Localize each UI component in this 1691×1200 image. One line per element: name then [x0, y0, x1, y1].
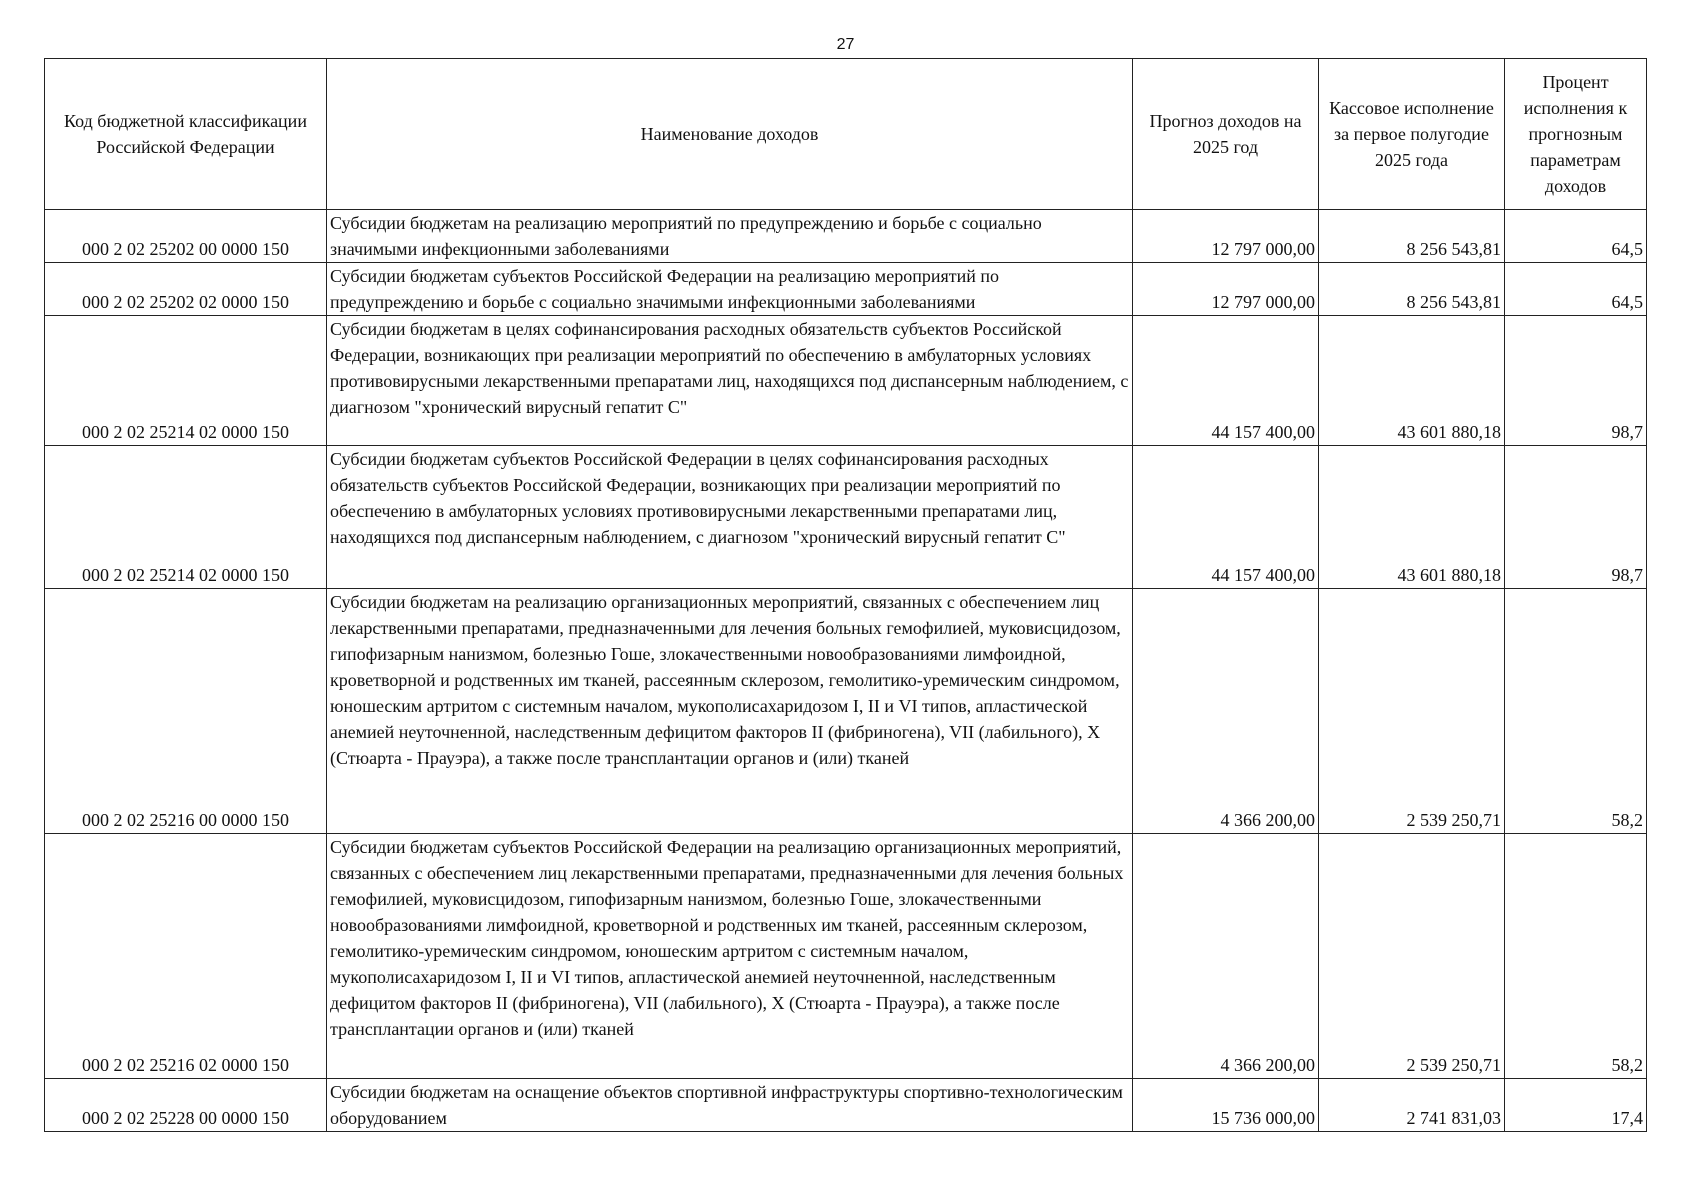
row-percent: 98,7 [1505, 446, 1647, 589]
row-code: 000 2 02 25214 02 0000 150 [45, 446, 327, 589]
table-row [45, 1079, 1647, 1132]
row-forecast: 4 366 200,00 [1133, 834, 1319, 1079]
table-header-row [45, 59, 1647, 210]
row-cash: 43 601 880,18 [1319, 316, 1505, 446]
row-forecast: 4 366 200,00 [1133, 589, 1319, 834]
row-code: 000 2 02 25216 00 0000 150 [45, 589, 327, 834]
row-percent: 17,4 [1505, 1079, 1647, 1132]
row-name: Субсидии бюджетам субъектов Российской Федерации на реализацию мероприятий по предупреждению и борьбе с социально значимыми инфекционными заболеваниями [327, 263, 1133, 316]
row-name: Субсидии бюджетам субъектов Российской Федерации в целях софинансирования расходных обязательств субъектов Российской Федерации, возникающих при реализации мероприятий по обеспечению в амбулаторных условиях противовирусными лекарственными препаратами лиц, находящихся под диспансерным наблюдением, с диагнозом "хронический вирусный гепатит С" [327, 446, 1133, 589]
header-forecast: Прогноз доходов на 2025 год [1133, 59, 1319, 210]
row-percent: 64,5 [1505, 210, 1647, 263]
header-name: Наименование доходов [327, 59, 1133, 210]
row-forecast: 44 157 400,00 [1133, 316, 1319, 446]
row-name: Субсидии бюджетам субъектов Российской Федерации на реализацию организационных мероприятий, связанных с обеспечением лиц лекарственными препаратами, предназначенными для лечения больных гемофилией, муковисцидозом, гипофизарным нанизмом, болезнью Гоше, злокачественными новообразованиями лимфоидной, кроветворной и родственных им тканей, рассеянным склерозом, гемолитико-уремическим синдромом, юношеским артритом с системным началом, мукополисахаридозом I, II и VI типов, апластической анемией неуточненной, наследственным дефицитом факторов II (фибриногена), VII (лабильного), X (Стюарта - Прауэра), а также после трансплантации органов и (или) тканей [327, 834, 1133, 1079]
row-code: 000 2 02 25228 00 0000 150 [45, 1079, 327, 1132]
header-percent: Процент исполнения к прогнозным параметрам доходов [1505, 59, 1647, 210]
row-code: 000 2 02 25202 00 0000 150 [45, 210, 327, 263]
row-cash: 43 601 880,18 [1319, 446, 1505, 589]
row-cash: 2 539 250,71 [1319, 834, 1505, 1079]
row-name: Субсидии бюджетам в целях софинансирования расходных обязательств субъектов Российской Федерации, возникающих при реализации мероприятий по обеспечению в амбулаторных условиях противовирусными лекарственными препаратами лиц, находящихся под диспансерным наблюдением, с диагнозом "хронический вирусный гепатит С" [327, 316, 1133, 446]
table-row [45, 263, 1647, 316]
row-code: 000 2 02 25202 02 0000 150 [45, 263, 327, 316]
row-name: Субсидии бюджетам на оснащение объектов спортивной инфраструктуры спортивно-технологическим оборудованием [327, 1079, 1133, 1132]
table-row [45, 446, 1647, 589]
row-name: Субсидии бюджетам на реализацию организационных мероприятий, связанных с обеспечением лиц лекарственными препаратами, предназначенными для лечения больных гемофилией, муковисцидозом, гипофизарным нанизмом, болезнью Гоше, злокачественными новообразованиями лимфоидной, кроветворной и родственных им тканей, рассеянным склерозом, гемолитико-уремическим синдромом, юношеским артритом с системным началом, мукополисахаридозом I, II и VI типов, апластической анемией неуточненной, наследственным дефицитом факторов II (фибриногена), VII (лабильного), X (Стюарта - Прауэра), а также после трансплантации органов и (или) тканей [327, 589, 1133, 834]
row-cash: 2 741 831,03 [1319, 1079, 1505, 1132]
row-percent: 98,7 [1505, 316, 1647, 446]
row-code: 000 2 02 25216 02 0000 150 [45, 834, 327, 1079]
row-forecast: 12 797 000,00 [1133, 210, 1319, 263]
row-cash: 8 256 543,81 [1319, 263, 1505, 316]
page-number: 27 [836, 36, 855, 53]
row-percent: 58,2 [1505, 834, 1647, 1079]
table-row [45, 316, 1647, 446]
table-row [45, 210, 1647, 263]
row-forecast: 12 797 000,00 [1133, 263, 1319, 316]
row-forecast: 44 157 400,00 [1133, 446, 1319, 589]
row-percent: 58,2 [1505, 589, 1647, 834]
table-row [45, 589, 1647, 834]
row-cash: 2 539 250,71 [1319, 589, 1505, 834]
header-cash: Кассовое исполнение за первое полугодие 2025 года [1319, 59, 1505, 210]
row-code: 000 2 02 25214 02 0000 150 [45, 316, 327, 446]
table-row [45, 834, 1647, 1079]
row-cash: 8 256 543,81 [1319, 210, 1505, 263]
header-code: Код бюджетной классификации Российской Федерации [45, 59, 327, 210]
row-name: Субсидии бюджетам на реализацию мероприятий по предупреждению и борьбе с социально значимыми инфекционными заболеваниями [327, 210, 1133, 263]
row-forecast: 15 736 000,00 [1133, 1079, 1319, 1132]
revenue-table [44, 58, 1647, 1132]
row-percent: 64,5 [1505, 263, 1647, 316]
